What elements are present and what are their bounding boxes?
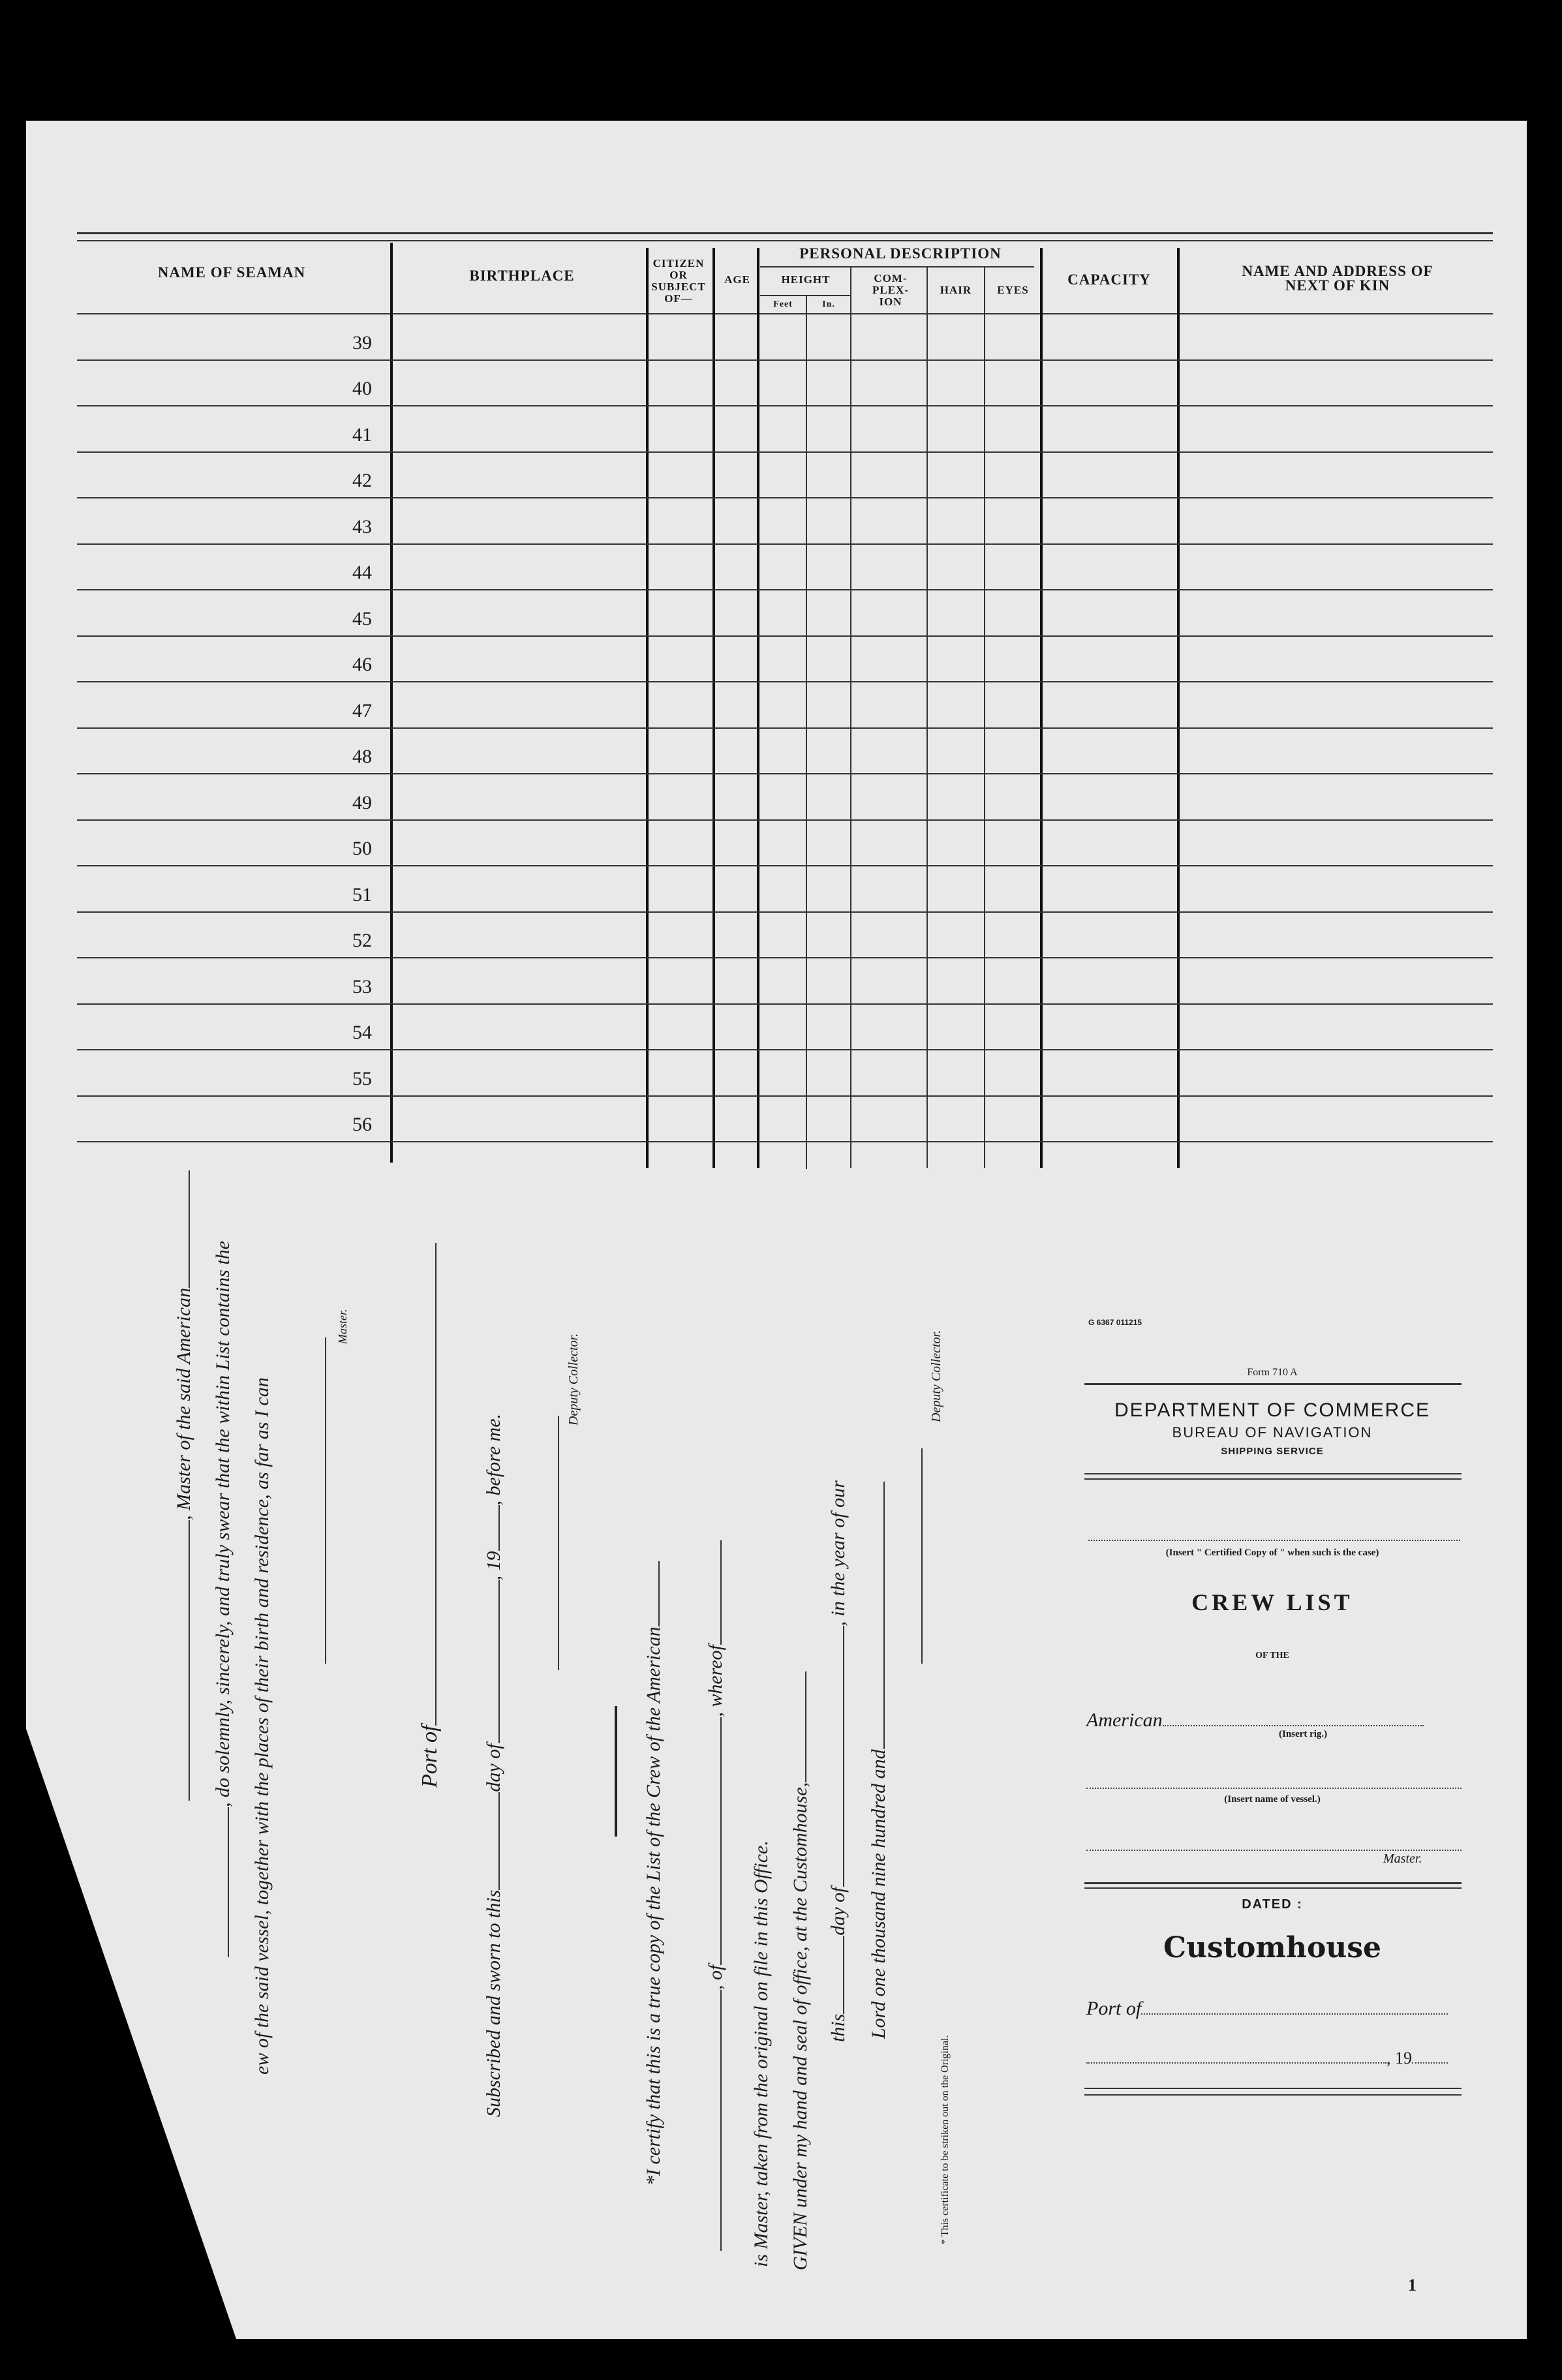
oath-line-2-text: , do solemnly, sincerely, and truly swear that the within List contains the: [212, 1240, 234, 1807]
table-row-line: [77, 819, 1493, 821]
table-row-line: [77, 727, 1493, 729]
col-divider-age: [757, 248, 759, 1168]
certificate-line-3: [750, 1840, 773, 2267]
before-me-text: , before me.: [483, 1413, 504, 1506]
certificate-day-of-text: day of: [827, 1887, 849, 1936]
oath-line-3-text: ew of the said vessel, together with the places of their birth and residence, as far as I can: [251, 1377, 273, 2075]
row-number: 48: [352, 746, 372, 767]
subscribed-text: Subscribed and sworn to this: [483, 1889, 504, 2117]
insert-certified-note: (Insert " Certified Copy of " when such is the case): [1165, 1548, 1379, 1558]
form-number: Form 710 A: [1247, 1367, 1298, 1378]
header-name-of-seaman: NAME OF SEAMAN: [157, 264, 306, 281]
table-row-line: [77, 957, 1493, 958]
port-of-line: [418, 1243, 442, 1788]
header-next-of-kin-1: NAME AND ADDRESS OF: [1242, 263, 1433, 279]
table-row-line: [77, 451, 1493, 453]
col-divider-eyes: [1040, 248, 1043, 1168]
certificate-line-1-text: *I certify that this is a true copy of the List of the Crew of the American: [643, 1626, 664, 2186]
header-personal-description: PERSONAL DESCRIPTION: [799, 245, 1002, 262]
header-citizen-2: OR: [669, 269, 688, 281]
day-of-text: day of: [483, 1743, 504, 1792]
american-label: American: [1086, 1709, 1163, 1731]
service-title: SHIPPING SERVICE: [1221, 1446, 1324, 1457]
bureau-title: BUREAU OF NAVIGATION: [1172, 1424, 1373, 1441]
cover-rule-2: [1084, 1473, 1462, 1474]
separator-bar: [615, 1706, 617, 1837]
certificate-footnote: * This certificate to be striken out on the Original.: [940, 2035, 951, 2244]
header-citizen-4: OF—: [664, 292, 693, 305]
nineteen-text: , 19: [483, 1551, 504, 1581]
dated-label: DATED :: [1242, 1897, 1303, 1912]
table-row-line: [77, 865, 1493, 866]
cover-rule-1: [1084, 1383, 1462, 1385]
table-row-line: [77, 681, 1493, 682]
certificate-line-3-text: is Master, taken from the original on file in this Office.: [750, 1840, 772, 2267]
header-height: HEIGHT: [781, 273, 831, 286]
header-inches: In.: [822, 299, 835, 309]
vessel-name-line: [1086, 1788, 1462, 1789]
header-feet: Feet: [773, 299, 793, 309]
cover-rule-5: [1084, 1887, 1462, 1889]
customhouse-title: Customhouse: [1163, 1931, 1382, 1964]
insert-vessel-note: (Insert name of vessel.): [1224, 1794, 1321, 1805]
table-row-line: [77, 635, 1493, 637]
table-row-line: [77, 911, 1493, 913]
col-divider-inches: [850, 267, 851, 1168]
cover-rule-3: [1084, 1478, 1462, 1480]
col-divider-complexion: [926, 267, 928, 1168]
row-number: 56: [352, 1114, 372, 1135]
certificate-line-1: [643, 1561, 665, 2186]
col-divider-birthplace: [646, 248, 649, 1168]
header-complexion-3: ION: [879, 296, 902, 308]
row-number: 51: [352, 883, 372, 906]
header-bottom-rule: [77, 313, 1493, 314]
col-divider-capacity: [1177, 248, 1180, 1168]
department-title: DEPARTMENT OF COMMERCE: [1114, 1399, 1431, 1421]
table-row-line: [77, 359, 1493, 361]
row-number: 52: [352, 930, 372, 951]
certificate-line-6-text: Lord one thousand nine hundred and: [868, 1749, 889, 2039]
header-next-of-kin: [1181, 264, 1494, 293]
deputy-signature-line-1: [558, 1416, 559, 1670]
oath-line-1: [173, 1170, 195, 1801]
row-number: 41: [352, 423, 372, 446]
row-number: 46: [352, 654, 372, 675]
header-age: AGE: [724, 273, 750, 286]
col-divider-name: [390, 243, 393, 1163]
row-number: 45: [352, 607, 372, 630]
certificate-line-4: [789, 1671, 812, 2270]
cover-rule-6: [1084, 2088, 1462, 2089]
row-number: 39: [352, 331, 372, 354]
certificate-whereof-text: , whereof: [705, 1645, 726, 1717]
table-row-line: [77, 589, 1493, 590]
top-rule-2: [77, 240, 1493, 241]
col-divider-hair: [984, 267, 985, 1168]
master-label: Master.: [336, 1309, 349, 1344]
cover-master-label: Master.: [1383, 1852, 1422, 1866]
personal-description-rule: [760, 266, 1034, 267]
col-divider-citizen: [712, 248, 715, 1168]
header-eyes: EYES: [997, 284, 1029, 296]
cover-port-of-label: Port of: [1086, 1998, 1142, 2019]
header-hair: HAIR: [940, 284, 972, 296]
certificate-line-2: [705, 1540, 727, 2251]
deputy-signature-line-2: [921, 1448, 923, 1664]
crew-list-title: CREW LIST: [1191, 1589, 1353, 1615]
header-citizen-1: CITIZEN: [652, 257, 705, 269]
certificate-line-6: [868, 1482, 890, 2039]
subscribed-line: [483, 1414, 505, 2117]
top-rule: [77, 232, 1493, 234]
cover-port-of-line: [1086, 1998, 1462, 2020]
row-number: 42: [352, 470, 372, 491]
header-capacity: CAPACITY: [1067, 271, 1151, 288]
of-the-label: OF THE: [1255, 1651, 1289, 1660]
cover-date-line: [1086, 2049, 1462, 2068]
insert-rig-note: (Insert rig.): [1279, 1729, 1328, 1739]
table-row-line: [77, 1003, 1493, 1005]
row-number: 49: [352, 791, 372, 814]
master-name-line: [1086, 1850, 1462, 1851]
table-row-line: [77, 1141, 1493, 1142]
header-complexion: [851, 273, 930, 308]
table-row-line: [77, 1095, 1493, 1097]
certificate-year-text: , in the year of our: [827, 1480, 849, 1626]
row-number: 55: [352, 1067, 372, 1090]
row-number: 50: [352, 838, 372, 859]
header-citizen-3: SUBJECT: [651, 281, 706, 293]
deputy-collector-label-1: Deputy Collector.: [566, 1333, 581, 1426]
american-line: [1086, 1709, 1462, 1732]
table-row-line: [77, 543, 1493, 545]
row-number: 53: [352, 975, 372, 998]
row-number: 47: [352, 699, 372, 722]
table-row-line: [77, 773, 1493, 774]
oath-line-3: [251, 1377, 273, 2075]
deputy-collector-label-2: Deputy Collector.: [929, 1330, 943, 1422]
port-of-text: Port of: [418, 1725, 442, 1788]
table-row-line: [77, 405, 1493, 406]
certificate-of-text: , of: [705, 1964, 726, 1990]
certificate-line-5: [827, 1480, 850, 2042]
cover-nineteen: , 19: [1386, 2049, 1412, 2067]
certificate-this-text: this: [827, 2013, 849, 2042]
master-signature-line: [325, 1337, 326, 1664]
certificate-line-4-text: GIVEN under my hand and seal of office, at the Customhouse,: [789, 1782, 811, 2270]
cover-rule-4: [1084, 1882, 1462, 1884]
header-citizen: [646, 258, 711, 305]
page-mark: 1: [1408, 2276, 1417, 2295]
header-birthplace: BIRTHPLACE: [469, 267, 575, 284]
row-number: 44: [352, 562, 372, 583]
print-code: G 6367 011215: [1088, 1318, 1142, 1327]
oath-line-2: [212, 1241, 234, 1957]
oath-line-1-text: , Master of the said American: [173, 1287, 194, 1520]
table-row-line: [77, 497, 1493, 498]
cover-rule-7: [1084, 2094, 1462, 2096]
row-number: 43: [352, 515, 372, 538]
header-complexion-2: PLEX-: [872, 284, 909, 296]
row-number: 54: [352, 1022, 372, 1043]
row-number: 40: [352, 378, 372, 399]
col-divider-feet: [806, 295, 807, 1169]
table-row-line: [77, 1049, 1493, 1050]
header-next-of-kin-2: NEXT OF KIN: [1285, 277, 1390, 294]
certified-copy-line: [1088, 1540, 1460, 1541]
header-complexion-1: COM-: [874, 272, 908, 284]
